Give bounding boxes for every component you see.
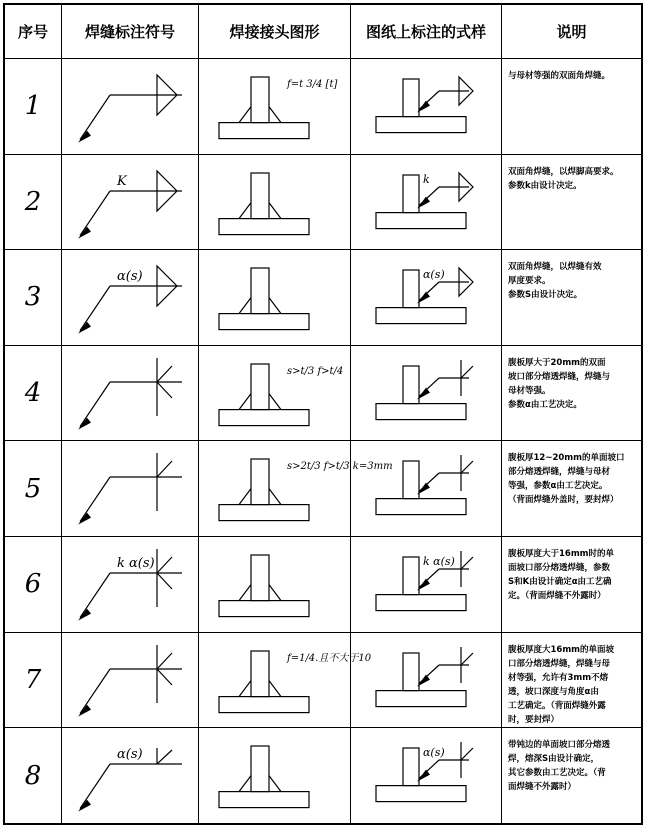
description-cell xyxy=(502,537,641,632)
drawing-style-cell xyxy=(351,728,502,824)
weld-symbol-drawing xyxy=(62,155,199,251)
table-row xyxy=(5,346,641,442)
line xyxy=(239,776,251,792)
weld-symbol-cell xyxy=(62,346,199,441)
weld-symbol-drawing xyxy=(62,346,199,442)
weld-symbol-cell xyxy=(62,59,199,154)
base-plate xyxy=(219,792,309,808)
joint-figure-drawing xyxy=(199,155,351,251)
row-number: 7 xyxy=(5,633,62,728)
header-desc: 说明 xyxy=(556,23,587,41)
line xyxy=(239,680,251,696)
base-plate xyxy=(376,308,466,324)
symbol-label: K xyxy=(117,173,127,189)
drawing-label: α(s) xyxy=(423,268,445,282)
base-plate xyxy=(219,314,309,330)
weld-symbol-drawing xyxy=(62,250,199,346)
base-plate xyxy=(376,499,466,515)
weld-symbol-cell xyxy=(62,633,199,728)
description-cell xyxy=(502,250,641,345)
line xyxy=(157,573,172,589)
table-row xyxy=(5,155,641,251)
drawing-label: α(s) xyxy=(423,746,445,760)
web-plate xyxy=(251,555,269,601)
joint-figure-cell xyxy=(199,633,372,728)
description-line: 双面角焊缝，以焊脚高要求。 xyxy=(508,166,619,177)
row-number: 6 xyxy=(5,537,62,632)
description-line: 等强，参数α由工艺决定。 xyxy=(508,481,608,492)
drawing-style-drawing xyxy=(351,537,502,633)
line xyxy=(269,680,281,696)
joint-note: s>2t/3 f>t/3 k=3mm xyxy=(287,461,393,473)
description-line: 面焊缝不外露时） xyxy=(508,782,577,793)
joint-figure-drawing xyxy=(199,537,351,633)
description-line: 透，坡口深度与角度α由 xyxy=(508,686,599,697)
drawing-style-drawing xyxy=(351,728,502,824)
description-line: 时，要封焊） xyxy=(508,714,560,725)
base-plate xyxy=(219,696,309,712)
line xyxy=(80,191,110,236)
description-line: 定。（背面焊缝不外露时） xyxy=(508,591,606,601)
drawing-style-cell xyxy=(351,59,502,154)
line xyxy=(269,776,281,792)
weld-symbol-cell xyxy=(62,155,199,250)
description-cell xyxy=(502,59,641,154)
line xyxy=(269,393,281,409)
web-plate xyxy=(251,459,269,505)
base-plate xyxy=(376,595,466,611)
joint-figure-cell xyxy=(199,346,351,441)
description-line: 焊，熔深S由设计确定， xyxy=(508,754,600,765)
description-line: 腹板厚12~20mm的单面坡口 xyxy=(508,453,625,464)
table-row xyxy=(5,728,641,824)
line xyxy=(80,573,110,618)
web-plate xyxy=(403,175,419,213)
description-line: 母材等强。 xyxy=(508,385,551,396)
joint-figure-cell xyxy=(199,537,351,632)
web-plate xyxy=(251,268,269,314)
header-symbol: 焊缝标注符号 xyxy=(62,5,199,58)
description-line: 腹板厚度大于16mm时的单 xyxy=(508,549,615,559)
description-line: 部分熔透焊缝，焊缝与母材 xyxy=(508,467,611,478)
description-cell xyxy=(502,633,641,728)
base-plate xyxy=(219,601,309,617)
description-cell xyxy=(502,728,641,824)
joint-figure-drawing xyxy=(199,728,351,824)
weld-symbol-drawing xyxy=(62,728,199,824)
base-plate xyxy=(219,123,309,139)
weld-symbol-table xyxy=(3,3,643,825)
drawing-style-cell xyxy=(351,441,502,536)
base-plate xyxy=(376,117,466,133)
line xyxy=(239,107,251,123)
description-cell xyxy=(502,441,641,536)
description-line: 腹板厚度大16mm的单面坡 xyxy=(508,644,615,655)
joint-note: s>t/3 f>t/4 xyxy=(287,365,344,377)
line xyxy=(80,286,110,331)
web-plate xyxy=(251,746,269,792)
description-line: 坡口部分熔透焊缝，焊缝与 xyxy=(508,371,611,382)
drawing-style-drawing xyxy=(351,155,502,251)
drawing-style-cell xyxy=(351,155,502,250)
weld-symbol-drawing xyxy=(62,441,199,537)
description-line: 工艺确定。（背面焊缝外露 xyxy=(508,700,606,711)
line xyxy=(157,557,172,573)
header-drawing: 图纸上标注的式样 xyxy=(351,5,502,58)
line xyxy=(269,202,281,218)
description-line: 腹板厚大于20mm的双面 xyxy=(508,357,606,368)
drawing-style-drawing xyxy=(351,250,502,346)
weld-symbol-drawing xyxy=(62,633,199,729)
description-line: （背面焊缝外盖时，要封焊） xyxy=(508,495,619,506)
line xyxy=(239,585,251,601)
line xyxy=(157,750,172,764)
web-plate xyxy=(403,653,419,691)
description-line: 带钝边的单面坡口部分熔透 xyxy=(508,740,611,751)
drawing-style-cell xyxy=(351,537,502,632)
symbol-label: α(s) xyxy=(117,269,143,285)
web-plate xyxy=(403,461,419,499)
line xyxy=(461,653,473,665)
drawing-style-drawing xyxy=(351,633,502,729)
weld-symbol-cell xyxy=(62,250,199,345)
base-plate xyxy=(219,409,309,425)
drawing-style-drawing xyxy=(351,346,502,442)
description-cell xyxy=(502,346,641,441)
line xyxy=(461,366,473,378)
drawing-style-cell xyxy=(351,346,502,441)
row-number: 8 xyxy=(5,728,62,824)
drawing-style-drawing xyxy=(351,59,502,155)
row-number: 3 xyxy=(5,250,62,345)
line xyxy=(239,489,251,505)
description-line: 厚度要求。 xyxy=(508,276,551,287)
joint-note: f=t 3/4 [t] xyxy=(287,79,338,90)
web-plate xyxy=(251,364,269,410)
description-line: 双面角焊缝，以焊缝有效 xyxy=(508,262,602,273)
description-line: 参数α由工艺决定。 xyxy=(508,399,582,410)
joint-figure-drawing xyxy=(199,250,351,346)
line xyxy=(157,461,172,477)
web-plate xyxy=(403,270,419,308)
line xyxy=(80,95,110,140)
description-line: 材等强，允许有3mm不熔 xyxy=(508,672,609,683)
weld-symbol-drawing xyxy=(62,537,199,633)
symbol-label: α(s) xyxy=(117,747,143,763)
line xyxy=(269,489,281,505)
row-number: 2 xyxy=(5,155,62,250)
line xyxy=(461,748,473,760)
row-number: 5 xyxy=(5,441,62,536)
drawing-style-drawing xyxy=(351,441,502,537)
row-number: 4 xyxy=(5,346,62,441)
drawing-style-cell xyxy=(351,250,502,345)
line xyxy=(239,298,251,314)
description-line: S和K由设计确定α由工艺确 xyxy=(508,577,612,587)
weld-symbol-cell xyxy=(62,537,199,632)
weld-symbol-cell xyxy=(62,441,199,536)
base-plate xyxy=(376,786,466,802)
header-joint: 焊接接头图形 xyxy=(199,5,351,58)
description-line: 其它参数由工艺决定。（背 xyxy=(508,768,606,779)
description-line: 面坡口部分熔透焊缝，参数 xyxy=(508,563,611,573)
web-plate xyxy=(403,366,419,404)
line xyxy=(80,477,110,522)
base-plate xyxy=(376,690,466,706)
joint-note: f=1/4.且不大于10 xyxy=(287,652,372,664)
line xyxy=(157,653,172,669)
line xyxy=(269,107,281,123)
weld-symbol-cell xyxy=(62,728,199,824)
table-row xyxy=(5,441,641,537)
joint-figure-cell xyxy=(199,250,351,345)
joint-figure-drawing xyxy=(199,633,372,729)
weld-symbol-drawing xyxy=(62,59,199,155)
joint-figure-cell xyxy=(199,155,351,250)
line xyxy=(80,764,110,809)
drawing-style-cell xyxy=(351,633,502,728)
line xyxy=(239,202,251,218)
web-plate xyxy=(403,557,419,595)
table-row xyxy=(5,250,641,346)
base-plate xyxy=(376,403,466,419)
web-plate xyxy=(403,748,419,786)
line xyxy=(461,461,473,473)
joint-figure-cell xyxy=(199,728,351,824)
line xyxy=(239,393,251,409)
line xyxy=(269,298,281,314)
row-number: 1 xyxy=(5,59,62,154)
joint-figure-cell xyxy=(199,441,393,536)
description-line: 参数k由设计决定。 xyxy=(508,180,582,191)
web-plate xyxy=(251,77,269,123)
base-plate xyxy=(219,218,309,234)
joint-figure-drawing xyxy=(199,346,351,442)
joint-figure-drawing xyxy=(199,59,351,155)
symbol-label: k α(s) xyxy=(117,556,155,571)
base-plate xyxy=(376,212,466,228)
joint-figure-drawing xyxy=(199,441,393,537)
drawing-label: k xyxy=(423,172,430,186)
header-no: 序号 xyxy=(5,5,62,58)
description-line: 口部分熔透焊缝，焊缝与母 xyxy=(508,658,611,669)
web-plate xyxy=(251,651,269,697)
web-plate xyxy=(251,173,269,219)
joint-figure-cell xyxy=(199,59,351,154)
line xyxy=(80,382,110,427)
drawing-label: k α(s) xyxy=(423,555,455,568)
line xyxy=(80,669,110,714)
table-row xyxy=(5,59,641,155)
line xyxy=(269,585,281,601)
base-plate xyxy=(219,505,309,521)
description-line: 与母材等强的双面角焊缝。 xyxy=(508,71,611,81)
table-row xyxy=(5,537,641,633)
line xyxy=(157,669,172,685)
line xyxy=(461,557,473,569)
line xyxy=(157,366,172,382)
line xyxy=(157,382,172,398)
description-cell xyxy=(502,155,641,250)
header-row xyxy=(5,5,641,59)
description-line: 参数S由设计决定。 xyxy=(508,290,583,301)
table-row xyxy=(5,633,641,729)
web-plate xyxy=(403,79,419,117)
